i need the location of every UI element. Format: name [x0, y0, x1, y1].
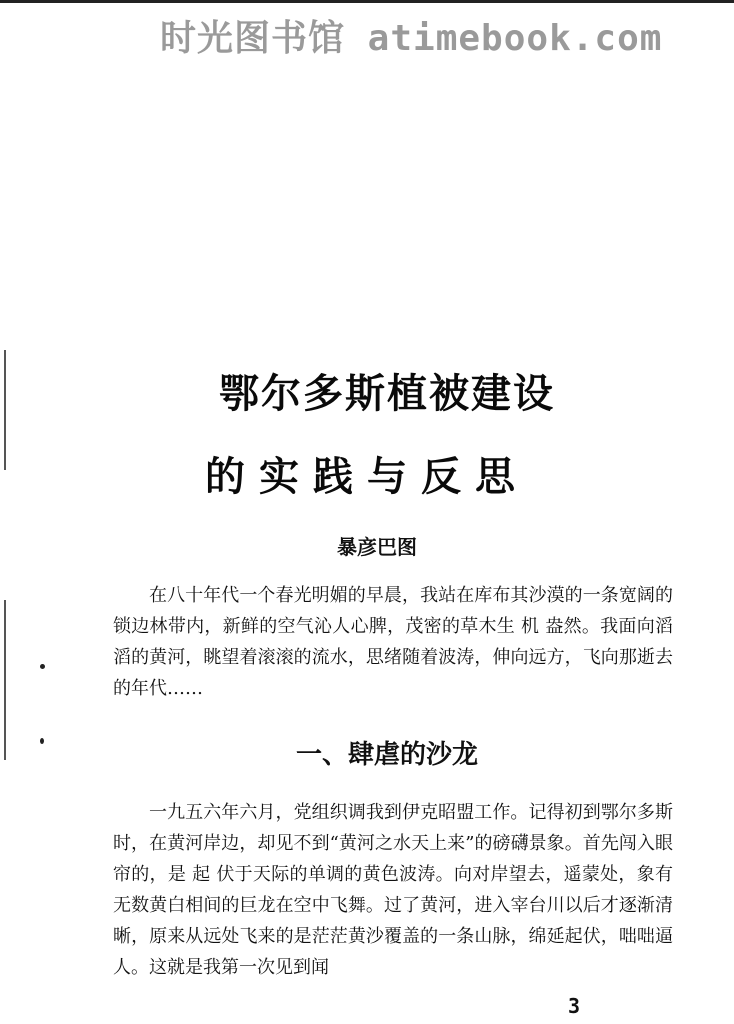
watermark: 时光图书馆 atimebook.com	[160, 18, 663, 59]
article-title-line-1: 鄂尔多斯植被建设	[219, 371, 555, 417]
section-heading: 一、肆虐的沙龙	[295, 740, 478, 770]
author-name: 暴彦巴图	[337, 535, 417, 559]
paragraph-intro: 在八十年代一个春光明媚的早晨，我站在库布其沙漠的一条宽阔的锁边林带内，新鲜的空气沁人心脾，茂密的草木生 机 盎然。我面向滔滔的黄河，眺望着滚滚的流水，思绪随着波涛，伸向远方，飞向那逝去的年代……	[113, 585, 673, 699]
paragraph-section-1: 一九五六年六月，党组织调我到伊克昭盟工作。记得初到鄂尔多斯时，在黄河岸边，却见不到“黄河之水天上来”的磅礴景象。首先闯入眼帘的，是 起 伏于天际的单调的黄色波涛。向对岸望去，遥蒙处，象有无数黄白相间的巨龙在空中飞舞。过了黄河，进入宰台川以后才逐渐清晰，原来从远处飞来的是茫茫黄沙覆盖的一条山脉，绵延起伏，咄咄逼人。这就是我第一次见到闻	[113, 802, 673, 978]
page-number: 3	[568, 994, 581, 1018]
scan-edge-mark	[4, 600, 6, 760]
scan-speck	[40, 664, 45, 669]
top-border-line	[0, 0, 734, 3]
article-title-line-2: 的实践与反思	[205, 454, 529, 500]
